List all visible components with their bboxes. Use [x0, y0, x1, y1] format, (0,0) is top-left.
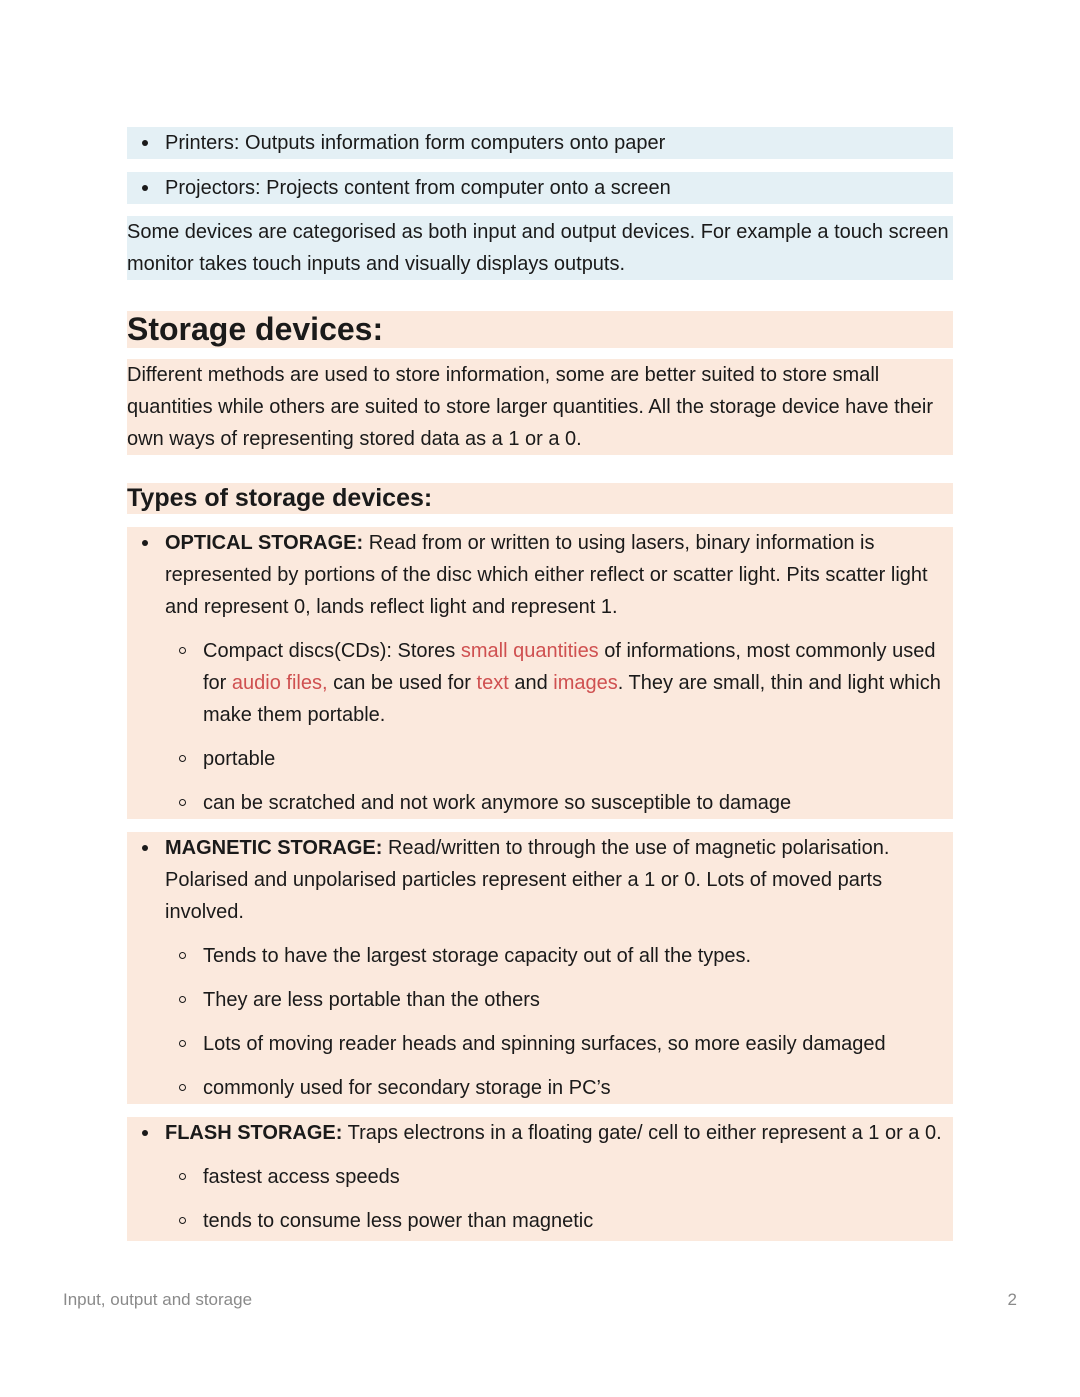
optical-title: OPTICAL STORAGE:	[165, 532, 364, 554]
document-body	[127, 0, 953, 1241]
cd-text: and	[508, 672, 554, 694]
optical-item	[127, 527, 953, 623]
sub-item: portable	[127, 743, 953, 775]
cd-highlight: audio files,	[231, 672, 328, 694]
list-item-projectors: Projectors: Projects content from computer onto a screen	[127, 172, 953, 204]
cd-text: . They are small, thin and light which make them portable.	[203, 672, 941, 726]
flash-text: Traps electrons in a floating gate/ cell to either represent a 1 or a 0.	[342, 1122, 942, 1144]
sub-item: They are less portable than the others	[127, 984, 953, 1016]
sub-item: Tends to have the largest storage capacity out of all the types.	[127, 940, 953, 972]
flash-title: FLASH STORAGE:	[165, 1122, 343, 1144]
cd-text: can be used for	[327, 672, 477, 694]
sub-item: tends to consume less power than magnetic	[127, 1205, 953, 1237]
cd-text: Compact discs(CDs): Stores	[203, 640, 461, 662]
cd-item	[127, 635, 953, 731]
cd-highlight: small quantities	[460, 640, 599, 662]
optical-text: Read from or written to using lasers, binary information is represented by portions of the disc which either reflect or scatter light. Pits scatter light and represent 0, lands reflect light and represent 1.	[165, 532, 928, 618]
cd-highlight: images	[553, 672, 618, 694]
page-number: 2	[1007, 1290, 1017, 1309]
magnetic-title: MAGNETIC STORAGE:	[165, 837, 383, 859]
optical-section	[127, 527, 953, 819]
storage-heading: Storage devices:	[127, 311, 953, 348]
sub-item: can be scratched and not work anymore so susceptible to damage	[127, 787, 953, 819]
flash-item	[127, 1117, 953, 1149]
magnetic-item	[127, 832, 953, 928]
storage-paragraph: Different methods are used to store information, some are better suited to store small quantities while others are suited to store larger quantities. All the storage device have their own ways of representing stored data as a 1 or a 0.	[127, 359, 953, 455]
magnetic-text: Read/written to through the use of magnetic polarisation. Polarised and unpolarised particles represent either a 1 or 0. Lots of moved parts involved.	[165, 837, 890, 923]
footer-title: Input, output and storage	[63, 1290, 253, 1309]
cd-text: of informations, most commonly used for	[203, 640, 936, 694]
sub-item: commonly used for secondary storage in PC’s	[127, 1072, 953, 1104]
sub-item: fastest access speeds	[127, 1161, 953, 1193]
footer	[63, 1289, 1017, 1351]
list-item-printers: Printers: Outputs information form computers onto paper	[127, 127, 953, 159]
sub-item: Lots of moving reader heads and spinning surfaces, so more easily damaged	[127, 1028, 953, 1060]
types-heading: Types of storage devices:	[127, 483, 953, 514]
flash-section	[127, 1117, 953, 1241]
magnetic-section	[127, 832, 953, 1104]
both-devices-paragraph: Some devices are categorised as both input and output devices. For example a touch screen monitor takes touch inputs and visually displays outputs.	[127, 216, 953, 280]
cd-highlight: text	[476, 672, 509, 694]
